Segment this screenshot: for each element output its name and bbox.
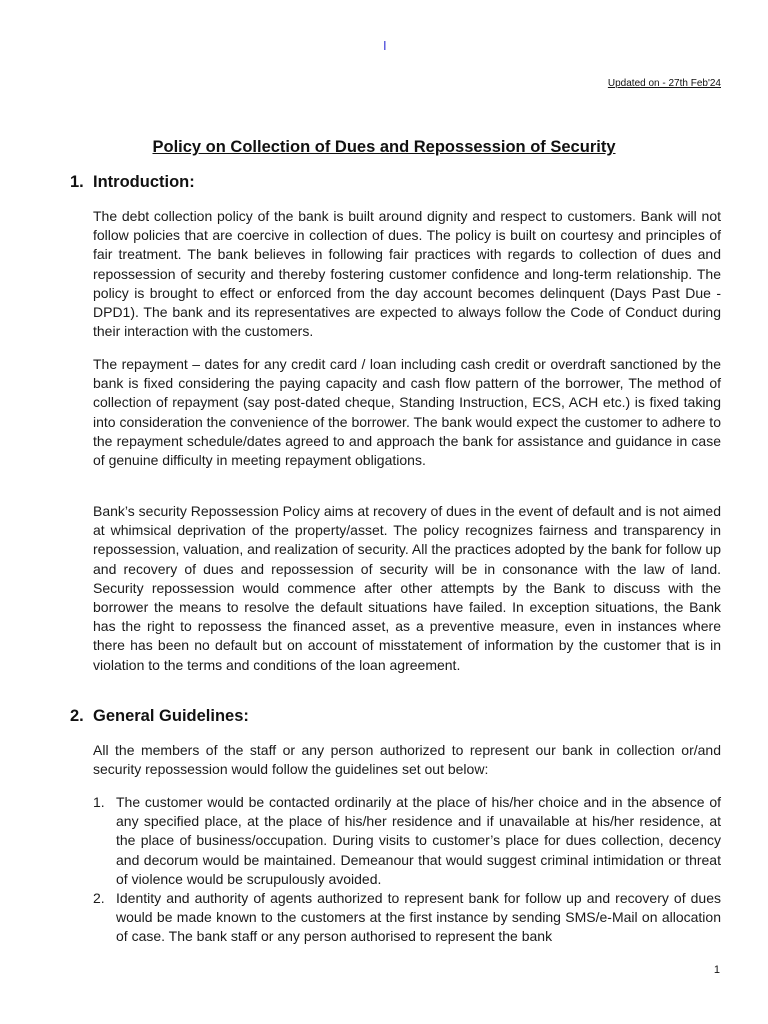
section-number: 1. — [70, 173, 84, 191]
guidelines-list — [93, 793, 721, 947]
list-marker: 2. — [93, 890, 105, 907]
section-heading-introduction — [70, 173, 195, 192]
list-item-text: Identity and authority of agents authorized to represent bank for follow up and recovery of dues would be made known to the customers at the first instance by sending SMS/e-Mail on allocation of case. The bank staff or any person authorised to represent the bank — [116, 890, 721, 945]
list-item — [93, 889, 721, 947]
section-title: Introduction: — [93, 173, 195, 191]
section-title: General Guidelines: — [93, 707, 249, 725]
text-cursor-mark: I — [383, 38, 387, 53]
list-item — [93, 793, 721, 889]
list-item-text: The customer would be contacted ordinarily at the place of his/her choice and in the absence of any specified place, at the place of his/her residence and if unavailable at his/her residence, at the place of business/occupation. During visits to customer’s place for dues collection, decency and decorum would be maintained. Demeanour that would suggest criminal intimidation or threat of violence would be scrupulously avoided. — [116, 794, 721, 887]
document-title: Policy on Collection of Dues and Repossession of Security — [152, 138, 616, 156]
paragraph: All the members of the staff or any person authorized to represent our bank in collection or/and security repossession would follow the guidelines set out below: — [93, 742, 721, 778]
page-number: 1 — [713, 964, 720, 976]
paragraph: Bank’s security Repossession Policy aims at recovery of dues in the event of default and is not aimed at whimsical deprivation of the property/asset. The policy recognizes fairness and transparency in repossession, valuation, and realization of security. All the practices adopted by the bank for follow up and recovery of dues and repossession of security will be in consonance with the law of land. Security repossession would commence after other attempts by the Bank to discuss with the borrower the means to resolve the default situations have failed. In exception situations, the Bank has the right to repossess the financed asset, as a preventive measure, even in instances where there has been no default but on account of misstatement of information by the customer that is in violation to the terms and conditions of the loan agreement. — [93, 503, 721, 673]
updated-date: Updated on - 27th Feb'24 — [607, 78, 721, 89]
section-number: 2. — [70, 707, 84, 725]
paragraph: The debt collection policy of the bank is built around dignity and respect to customers. Bank will not follow policies that are coercive in collection of dues. The policy is built on courtesy and principles of fair treatment. The bank believes in following fair practices with regards to collection of dues and repossession of security and thereby fostering customer confidence and long-term relationship. The policy is brought to effect or enforced from the day account becomes delinquent (Days Past Due - DPD1). The bank and its representatives are expected to always follow the Code of Conduct during their interaction with the customers. — [93, 208, 721, 340]
paragraph: The repayment – dates for any credit card / loan including cash credit or overdraft sanctioned by the bank is fixed considering the paying capacity and cash flow pattern of the borrower, The method of collection of repayment (say post-dated cheque, Standing Instruction, ECS, ACH etc.) is fixed taking into consideration the convenience of the borrower. The bank would expect the customer to adhere to the repayment schedule/dates agreed to and approach the bank for assistance and guidance in case of genuine difficulty in meeting repayment obligations. — [93, 356, 721, 469]
section-heading-general-guidelines — [70, 707, 249, 726]
list-marker: 1. — [93, 794, 105, 810]
